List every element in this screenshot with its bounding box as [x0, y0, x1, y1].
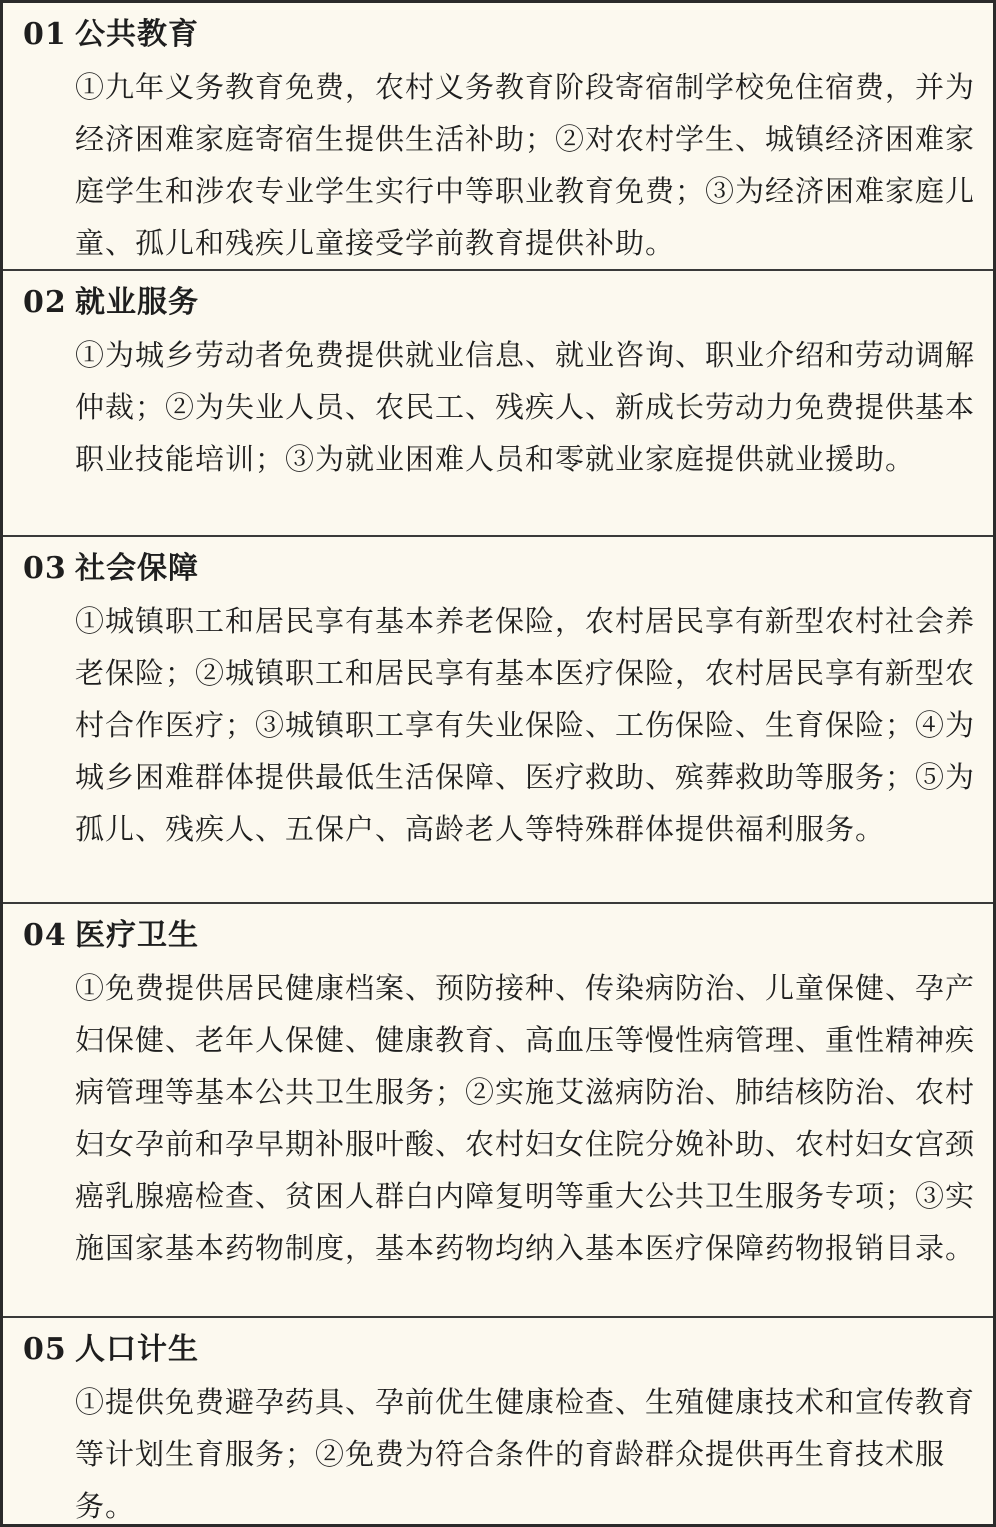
section-title: 人口计生 — [75, 1332, 199, 1367]
section-heading — [23, 283, 983, 323]
section-population-family-planning — [3, 1318, 993, 1524]
section-public-education — [3, 3, 993, 271]
section-content: ①城镇职工和居民享有基本养老保险，农村居民享有新型农村社会养老保险；②城镇职工和居民享有基本医疗保险，农村居民享有新型农村合作医疗；③城镇职工享有失业保险、工伤保险、生育保险；④为城乡困难群体提供最低生活保障、医疗救助、殡葬救助等服务；⑤为孤儿、残疾人、五保户、高龄老人等特殊群体提供福利服务。 — [75, 604, 976, 846]
section-content: ①提供免费避孕药具、孕前优生健康检查、生殖健康技术和宣传教育等计划生育服务；②免费为符合条件的育龄群众提供再生育技术服务。 — [75, 1385, 976, 1523]
section-heading — [23, 1330, 983, 1370]
section-content: ①免费提供居民健康档案、预防接种、传染病防治、儿童保健、孕产妇保健、老年人保健、健康教育、高血压等慢性病管理、重性精神疾病管理等基本公共卫生服务；②实施艾滋病防治、肺结核防治、农村妇女孕前和孕早期补服叶酸、农村妇女住院分娩补助、农村妇女宫颈癌乳腺癌检查、贫困人群白内障复明等重大公共卫生服务专项；③实施国家基本药物制度，基本药物均纳入基本医疗保障药物报销目录。 — [75, 971, 976, 1265]
section-social-security — [3, 537, 993, 904]
section-heading — [23, 15, 983, 55]
section-title: 就业服务 — [75, 285, 199, 320]
section-title: 医疗卫生 — [75, 918, 199, 953]
section-number: 04 — [23, 918, 67, 953]
section-number: 02 — [23, 285, 67, 320]
section-number: 05 — [23, 1332, 67, 1367]
section-medical-health — [3, 904, 993, 1318]
section-content: ①为城乡劳动者免费提供就业信息、就业咨询、职业介绍和劳动调解仲裁；②为失业人员、农民工、残疾人、新成长劳动力免费提供基本职业技能培训；③为就业困难人员和零就业家庭提供就业援助。 — [75, 338, 976, 476]
section-content: ①九年义务教育免费，农村义务教育阶段寄宿制学校免住宿费，并为经济困难家庭寄宿生提供生活补助；②对农村学生、城镇经济困难家庭学生和涉农专业学生实行中等职业教育免费；③为经济困难家庭儿童、孤儿和残疾儿童接受学前教育提供补助。 — [75, 70, 976, 260]
section-number: 01 — [23, 17, 67, 52]
section-heading — [23, 549, 983, 589]
section-title: 公共教育 — [75, 17, 199, 52]
section-number: 03 — [23, 551, 67, 586]
section-employment-services — [3, 271, 993, 537]
section-heading — [23, 916, 983, 956]
section-title: 社会保障 — [75, 551, 199, 586]
